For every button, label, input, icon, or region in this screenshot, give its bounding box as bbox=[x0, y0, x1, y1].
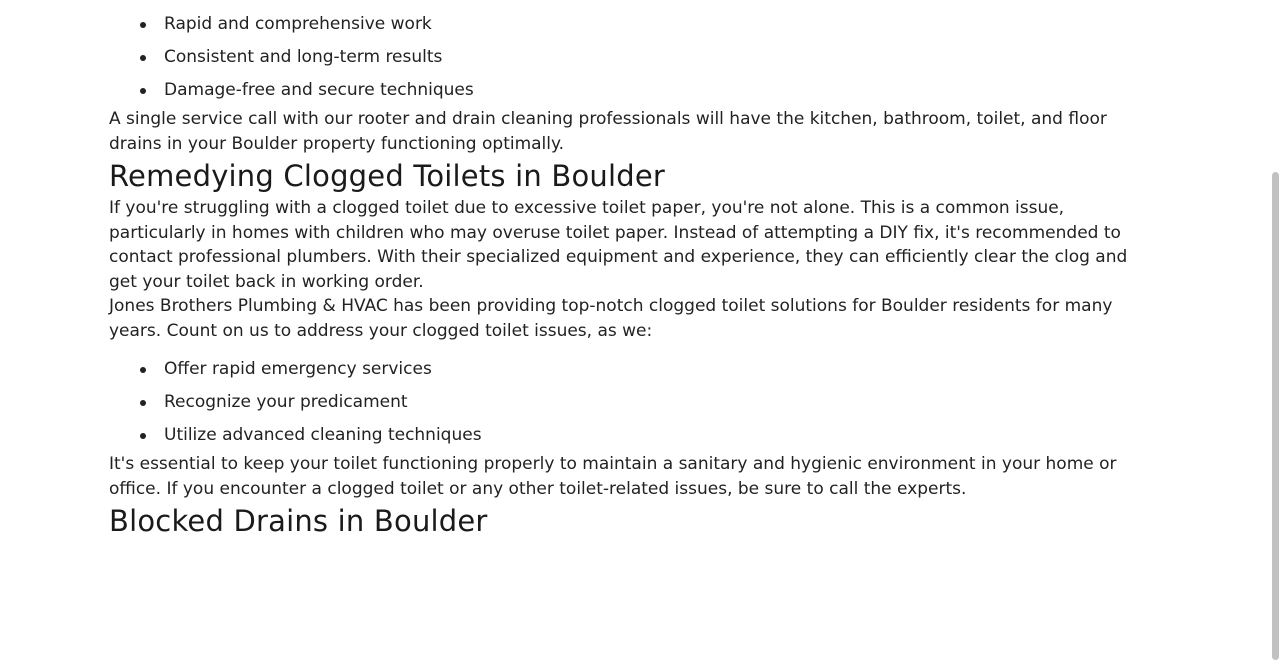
list-item bbox=[109, 353, 1149, 386]
scrollbar-thumb[interactable] bbox=[1272, 172, 1279, 660]
bullet-icon bbox=[140, 367, 146, 373]
list-item bbox=[109, 8, 1149, 41]
list-item-text: Recognize your predicament bbox=[164, 392, 408, 412]
bullet-icon bbox=[140, 55, 146, 61]
list-item-text: Consistent and long-term results bbox=[164, 47, 443, 67]
section-heading-drains: Blocked Drains in Boulder bbox=[109, 504, 488, 538]
bullet-icon bbox=[140, 400, 146, 406]
list-item bbox=[109, 386, 1149, 419]
section-heading-toilets: Remedying Clogged Toilets in Boulder bbox=[109, 159, 666, 193]
bullet-icon bbox=[140, 22, 146, 28]
bullet-icon bbox=[140, 433, 146, 439]
list-item-text: Rapid and comprehensive work bbox=[164, 14, 432, 34]
vertical-scrollbar[interactable] bbox=[1271, 0, 1280, 665]
company-paragraph: Jones Brothers Plumbing & HVAC has been providing top-notch clogged toilet solutions for Boulder residents for many years. Count on us to address your clogged toilet issues, as we: bbox=[109, 296, 1113, 341]
services-list bbox=[109, 353, 1149, 452]
article-content bbox=[109, 8, 1149, 541]
list-item-text: Utilize advanced cleaning techniques bbox=[164, 425, 482, 445]
essential-paragraph: It's essential to keep your toilet functioning properly to maintain a sanitary and hygienic environment in your home or office. If you encounter a clogged toilet or any other toilet-related issues, be sure to call the experts. bbox=[109, 454, 1117, 499]
list-item-text: Offer rapid emergency services bbox=[164, 359, 432, 379]
list-item-text: Damage-free and secure techniques bbox=[164, 80, 474, 100]
cleaning-paragraph: A single service call with our rooter and drain cleaning professionals will have the kitchen, bathroom, toilet, and floor drains in your Boulder property functioning optimally. bbox=[109, 109, 1107, 154]
list-item bbox=[109, 74, 1149, 107]
benefits-list bbox=[109, 8, 1149, 107]
struggling-paragraph: If you're struggling with a clogged toilet due to excessive toilet paper, you're not alone. This is a common issue, particularly in homes with children who may overuse toilet paper. Instead of attempting a DIY fix, it's recommended to contact professional plumbers. With their specialized equipment and experience, they can efficiently clear the clog and get your toilet back in working order. bbox=[109, 198, 1128, 292]
list-item bbox=[109, 419, 1149, 452]
bullet-icon bbox=[140, 88, 146, 94]
list-item bbox=[109, 41, 1149, 74]
